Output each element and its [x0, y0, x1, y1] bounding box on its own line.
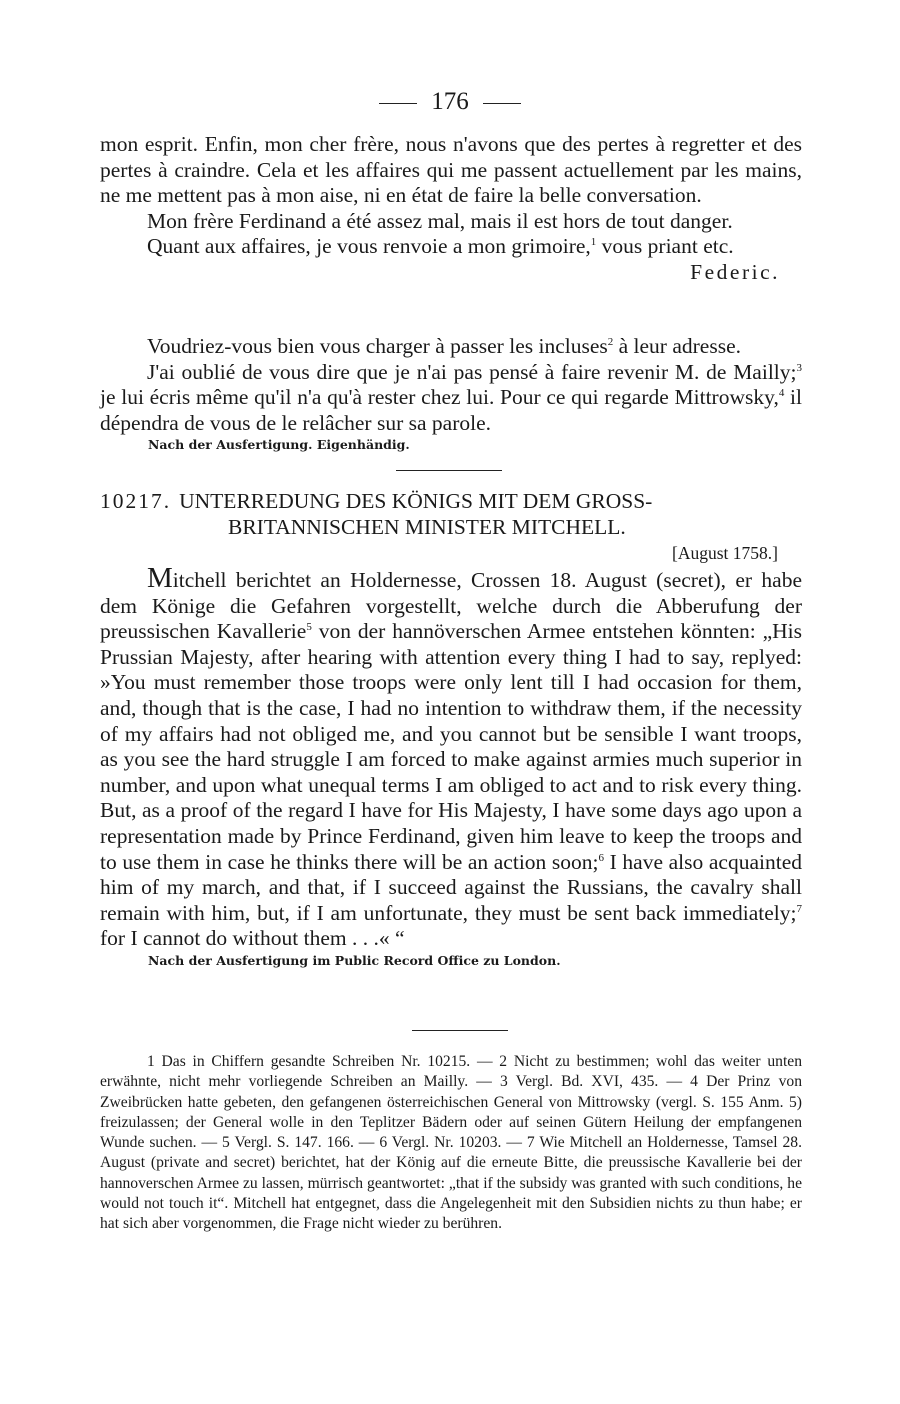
postscript-2-text-a: J'ai oublié de vous dire que je n'ai pas pensé à faire revenir M. de Mailly; — [147, 359, 797, 384]
postscript-1-tail: à leur adresse. — [613, 334, 741, 358]
letter-continuation — [100, 132, 802, 286]
entry-body-d: for I cannot do without them . . .« “ — [100, 926, 405, 951]
source-note-1: Nach der Ausfertigung. Eigenhändig. — [148, 437, 410, 453]
entry-date: [August 1758.] — [672, 543, 778, 563]
footnote-ref-6: 6 — [598, 851, 605, 864]
footnote-divider — [412, 1030, 508, 1031]
footnote-ref-3: 3 — [796, 361, 802, 374]
header-left-rule — [379, 103, 417, 104]
postscript-2-text-b: je lui écris même qu'il n'a qu'à rester chez lui. Pour ce qui regarde Mittrowsky, — [100, 385, 779, 410]
entry-body-b: von der hannöverschen Armee entstehen könnten: „His Prussian Majesty, after hearing with attention every thing I had to say, replyed: »You must remember those troops were only lent till I had occasion for them, and, though that is the case, I had no intention to withdraw them, if the necessity of my affairs had not obliged me, and you cannot but be sensible I want troops, as you see the hard struggle I am forced to make against armies much superior in number, and upon what unequal terms I am obliged to act and to risk every thing. But, as a proof of the regard I have for His Majesty, I have some days ago upon a representation made by Prince Ferdinand, given him leave to keep the troops and to use them in case he thinks there will be an action soon; — [100, 619, 802, 874]
page-header — [0, 88, 900, 116]
entry-title-line-1: UNTERREDUNG DES KÖNIGS MIT DEM GROSS- — [179, 489, 653, 513]
entry-body-c: I have also acquainted him of my march, and that, if I succeed against the Russians, the cavalry shall remain with him, but, if I am unfortunate, they must be sent back immediately; — [100, 849, 802, 925]
page-number: 176 — [431, 88, 469, 115]
postscript-1-text: Voudriez-vous bien vous charger à passer les incluses — [147, 334, 608, 358]
footnotes — [100, 1052, 802, 1235]
entry-10217 — [100, 488, 802, 970]
footnote-ref-5: 5 — [306, 621, 312, 634]
letter-paragraph-1: mon esprit. Enfin, mon cher frère, nous n'avons que des pertes à regretter et des pertes à craindre. Cela et les affaires qui me passent actuellement par les mains, ne me mettent pas à mon aise, ni en état de faire la belle conversation. — [100, 132, 802, 208]
entry-body-a: itchell berichtet an Holdernesse, Crossen 18. August (secret), er habe dem Könige die Gefahren vorgestellt, welche durch die Abberufung der preussischen Kavallerie — [100, 568, 802, 644]
entry-title-line-2: BRITANNISCHEN MINISTER MITCHELL. — [228, 515, 626, 539]
footnote-ref-1: 1 — [590, 236, 597, 249]
postscript-2-text-c: il dépendra de vous de le relâcher sur sa parole. — [100, 385, 803, 435]
entry-body-initial: M — [147, 562, 173, 594]
letter-paragraph-3-tail: vous priant etc. — [596, 234, 734, 259]
signature: Federic. — [690, 259, 780, 284]
header-right-rule — [483, 103, 521, 104]
letter-paragraph-3 — [100, 234, 802, 260]
postscript — [100, 334, 802, 454]
footnote-ref-4: 4 — [778, 387, 785, 400]
footnotes-text: 1 Das in Chiffern gesandte Schreiben Nr. 10215. — 2 Nicht zu bestimmen; wohl das weiter unten erwähnte, nicht mehr vorliegende Schreiben an Mailly. — 3 Vergl. Bd. XVI, 435. — 4 Der Prinz von Zweibrücken hatte gebeten, den gefangenen österreichischen General von Mittrowsky (vergl. S. 155 Anm. 5) freizulassen; der General wolle in den Teplitzer Bädern oder auf seinen Gütern Heilung der empfangenen Wunde suchen. — 5 Vergl. S. 147. 166. — 6 Vergl. Nr. 10203. — 7 Wie Mitchell an Holdernesse, Tamsel 28. August (private and secret) berichtet, hat der König auf die erneute Bitte, die preussische Kavallerie bei der hannoverschen Armee zu lassen, mürrisch geantwortet: „that if the subsidy was granted with such conditions, he would not touch it“. Mitchell hat entgegnet, dass die Angelegenheit mit den Subsidien nichts zu thun habe; er hat sich aber vorgenommen, die Frage nicht wieder zu berühren. — [100, 1053, 802, 1233]
entry-body — [100, 562, 802, 952]
entry-heading — [100, 488, 802, 540]
source-note-2: Nach der Ausfertigung im Public Record Office zu London. — [148, 952, 561, 968]
footnote-ref-7: 7 — [796, 902, 802, 915]
postscript-paragraph-2 — [100, 360, 802, 437]
letter-paragraph-3-text: Quant aux affaires, je vous renvoie a mon grimoire, — [147, 234, 591, 259]
postscript-paragraph-1 — [100, 334, 802, 360]
entry-number: 10217. — [100, 489, 172, 513]
letter-paragraph-2: Mon frère Ferdinand a été assez mal, mais il est hors de tout danger. — [147, 208, 733, 233]
footnote-ref-2: 2 — [607, 335, 614, 348]
section-divider — [396, 470, 502, 471]
